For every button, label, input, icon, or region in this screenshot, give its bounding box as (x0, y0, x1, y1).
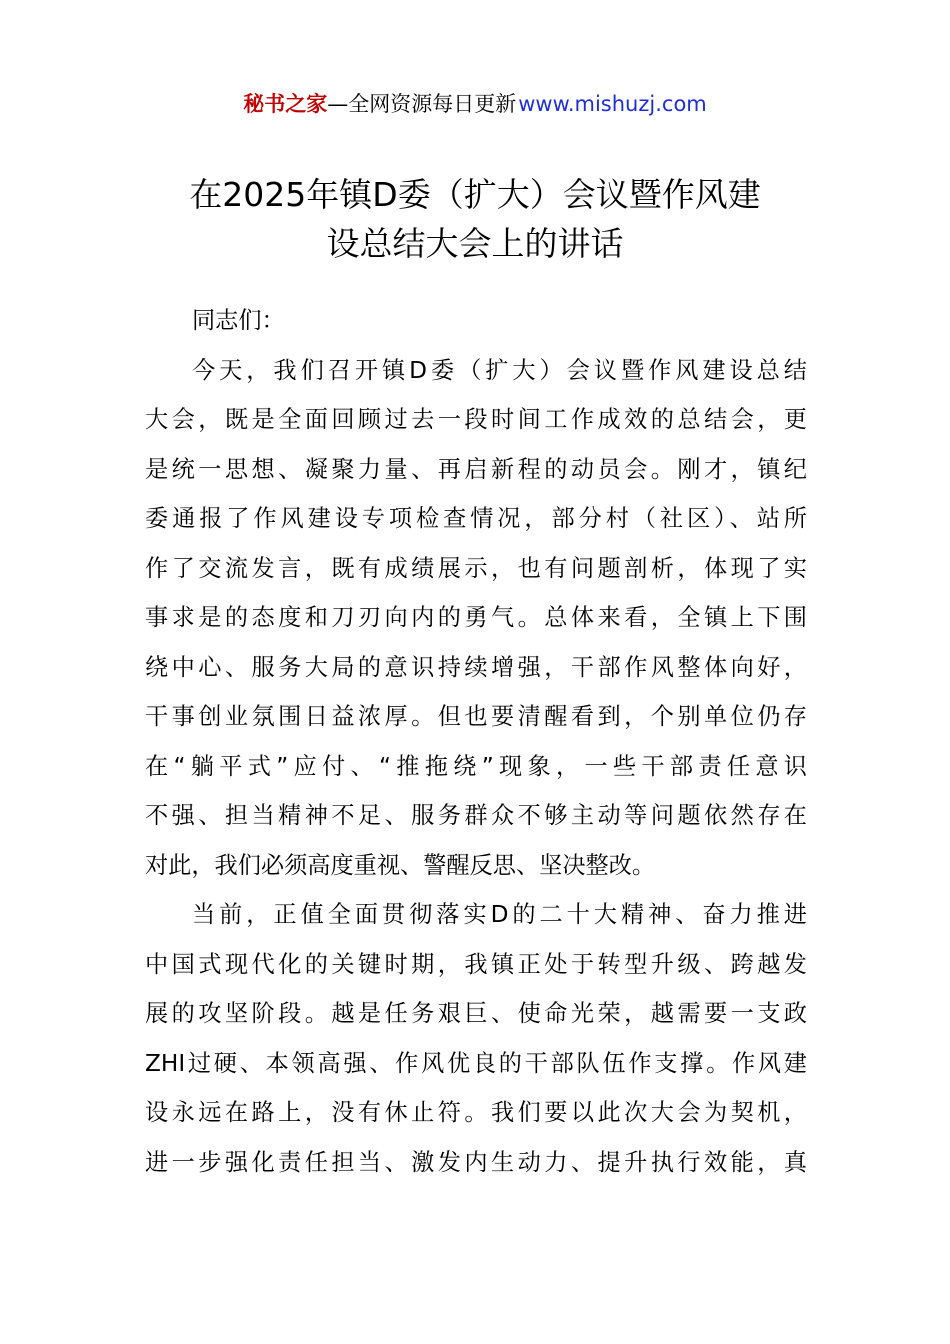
text-line: 当前，正值全面贯彻落实D的二十大精神、奋力推进 (192, 901, 807, 928)
text-line: 是统一思想、凝聚力量、再启新程的动员会。刚才，镇纪 (145, 455, 807, 483)
title-line-2: 设总结大会上的讲话 (326, 224, 624, 263)
text-line: 不强、担当精神不足、服务群众不够主动等问题依然存在 (145, 802, 807, 829)
site-header (0, 88, 950, 120)
salutation: 同志们： (192, 307, 285, 334)
text-line: 大会，既是全面回顾过去一段时间工作成效的总结会，更 (145, 406, 807, 433)
text-line: ZHI过硬、本领高强、作风优良的干部队伍作支撑。作风建 (145, 1049, 807, 1077)
brand-name: 秘书之家 (243, 92, 328, 116)
text-line: 今天，我们召开镇D委（扩大）会议暨作风建设总结 (192, 356, 807, 384)
text-line: 事求是的态度和刀刃向内的勇气。总体来看，全镇上下围 (145, 604, 807, 631)
text-line: 在“躺平式”应付、“推拖绕”现象，一些干部责任意识 (145, 752, 807, 780)
text-line: 进一步强化责任担当、激发内生动力、提升执行效能，真 (145, 1148, 807, 1176)
text-line: 设永远在路上，没有休止符。我们要以此次大会为契机， (145, 1099, 807, 1126)
document-body (145, 296, 807, 1187)
document-title (120, 170, 830, 268)
site-url-link[interactable]: www.mishuzj.com (518, 92, 707, 116)
text-line: 绕中心、服务大局的意识持续增强，干部作风整体向好， (145, 653, 807, 681)
text-line: 中国式现代化的关键时期，我镇正处于转型升级、跨越发 (145, 950, 807, 978)
tagline: —全网资源每日更新 (327, 92, 517, 116)
text-line: 展的攻坚阶段。越是任务艰巨、使命光荣，越需要一支政 (145, 1000, 807, 1027)
text-line: 作了交流发言，既有成绩展示，也有问题剖析，体现了实 (145, 554, 807, 582)
text-line: 干事创业氛围日益浓厚。但也要清醒看到，个别单位仍存 (145, 703, 807, 730)
text-line: 委通报了作风建设专项检查情况，部分村（社区）、站所 (145, 505, 807, 532)
title-line-1: 在2025年镇D委（扩大）会议暨作风建 (189, 175, 761, 214)
text-line: 对此，我们必须高度重视、警醒反思、坚决整改。 (145, 851, 656, 879)
